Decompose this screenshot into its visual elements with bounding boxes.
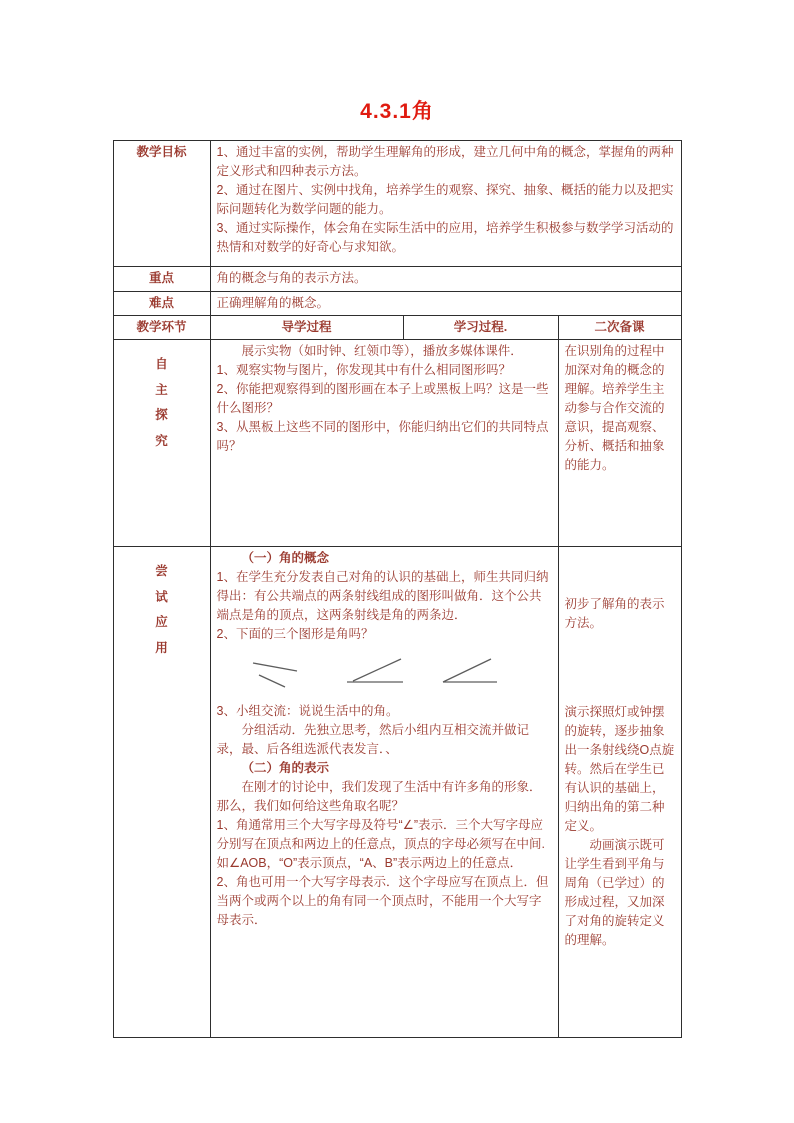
angle-figure-3 — [439, 654, 499, 690]
representation-paragraph: 1、角通常用三个大写字母及符号“∠”表示．三个大写字母应分别写在顶点和两边上的任意点，顶点的字母必须写在中间. 如∠AOB，“O”表示顶点，“A、B”表示两边上的任意点． — [216, 818, 545, 870]
concept-heading: （一）角的概念 — [241, 551, 330, 565]
difficulty-label: 难点 — [113, 292, 210, 316]
representation-heading: （二）角的表示 — [241, 761, 330, 775]
apply-note-text-3: 动画演示既可让学生看到平角与周角（已学过）的形成过程，又加深了对角的旋转定义的理解。 — [564, 838, 665, 947]
concept-paragraph: 分组活动．先独立思考，然后小组内互相交流并做记录，最、后各组选派代表发言．、 — [216, 723, 530, 756]
objectives-label: 教学目标 — [113, 141, 210, 267]
explore-paragraph: 展示实物（如时钟、红领巾等），播放多媒体课件． — [241, 344, 523, 358]
explore-note-text: 在识别角的过程中加深对角的概念的理解。培养学生主动参与合作交流的意识，提高观察、分析、概括和抽象的能力。 — [564, 344, 665, 472]
row-apply — [113, 547, 681, 1038]
explore-paragraph: 2、你能把观察得到的图形画在本子上或黑板上吗？这是一些什么图形？ — [216, 382, 549, 415]
apply-content — [210, 547, 558, 1038]
angle-figure-2 — [345, 654, 405, 690]
objective-line-1: 1、通过丰富的实例，帮助学生理解角的形成，建立几何中角的概念，掌握角的两种定义形式和四种表示方法。 — [216, 145, 674, 178]
header-second-prep: 二次备课 — [558, 316, 681, 340]
row-keypoint — [113, 267, 681, 292]
concept-paragraph: 1、在学生充分发表自己对角的认识的基础上，师生共同归纳得出：有公共端点的两条射线组成的图形叫做角．这个公共端点是角的顶点，这两条射线是角的两条边． — [216, 570, 549, 622]
row-columns-header — [113, 316, 681, 340]
lesson-plan-table — [113, 140, 682, 1038]
angle-figures — [251, 654, 552, 690]
apply-note-text-1: 初步了解角的表示方法。 — [564, 597, 665, 630]
objectives-content — [210, 141, 681, 267]
representation-paragraph: 2、角也可用一个大写字母表示．这个字母应写在顶点上．但当两个或两个以上的角有同一个顶点时，不能用一个大写字母表示． — [216, 875, 549, 927]
apply-label-text: 尝试应用 — [155, 564, 168, 655]
representation-paragraph: 在刚才的讨论中，我们发现了生活中有许多角的形象．那么，我们如何给这些角取名呢？ — [216, 780, 542, 813]
explore-label-text: 自主探究 — [155, 357, 168, 448]
concept-paragraph: 3、小组交流：说说生活中的角。 — [216, 704, 399, 718]
row-difficulty — [113, 292, 681, 316]
header-learning-process: 学习过程. — [403, 316, 558, 340]
objective-line-3: 3、通过实际操作，体会角在实际生活中的应用，培养学生积极参与数学学习活动的热情和对数学的好奇心与求知欲。 — [216, 221, 674, 254]
apply-note-text-2: 演示探照灯或钟摆的旋转，逐步抽象出一条射线绕O点旋转。然后在学生已有认识的基础上，归纳出角的第二种定义。 — [564, 705, 675, 833]
row-explore — [113, 340, 681, 547]
header-stage: 教学环节 — [113, 316, 210, 340]
explore-note — [558, 340, 681, 547]
concept-paragraph: 2、下面的三个图形是角吗？ — [216, 627, 374, 641]
row-objectives — [113, 141, 681, 267]
objective-line-2: 2、通过在图片、实例中找角，培养学生的观察、探究、抽象、概括的能力以及把实际问题转化为数学问题的能力。 — [216, 183, 674, 216]
explore-paragraph: 3、从黑板上这些不同的图形中，你能归纳出它们的共同特点吗？ — [216, 420, 549, 453]
explore-paragraph: 1、观察实物与图片，你发现其中有什么相同图形吗？ — [216, 363, 511, 377]
difficulty-content: 正确理解角的概念。 — [210, 292, 681, 316]
explore-label — [113, 340, 210, 547]
apply-note — [558, 547, 681, 1038]
apply-label — [113, 547, 210, 1038]
header-guided-process: 导学过程 — [210, 316, 403, 340]
explore-content — [210, 340, 558, 547]
keypoint-content: 角的概念与角的表示方法。 — [210, 267, 681, 292]
angle-figure-1 — [251, 654, 311, 690]
page-title: 4.3.1角 — [360, 100, 434, 123]
keypoint-label: 重点 — [113, 267, 210, 292]
